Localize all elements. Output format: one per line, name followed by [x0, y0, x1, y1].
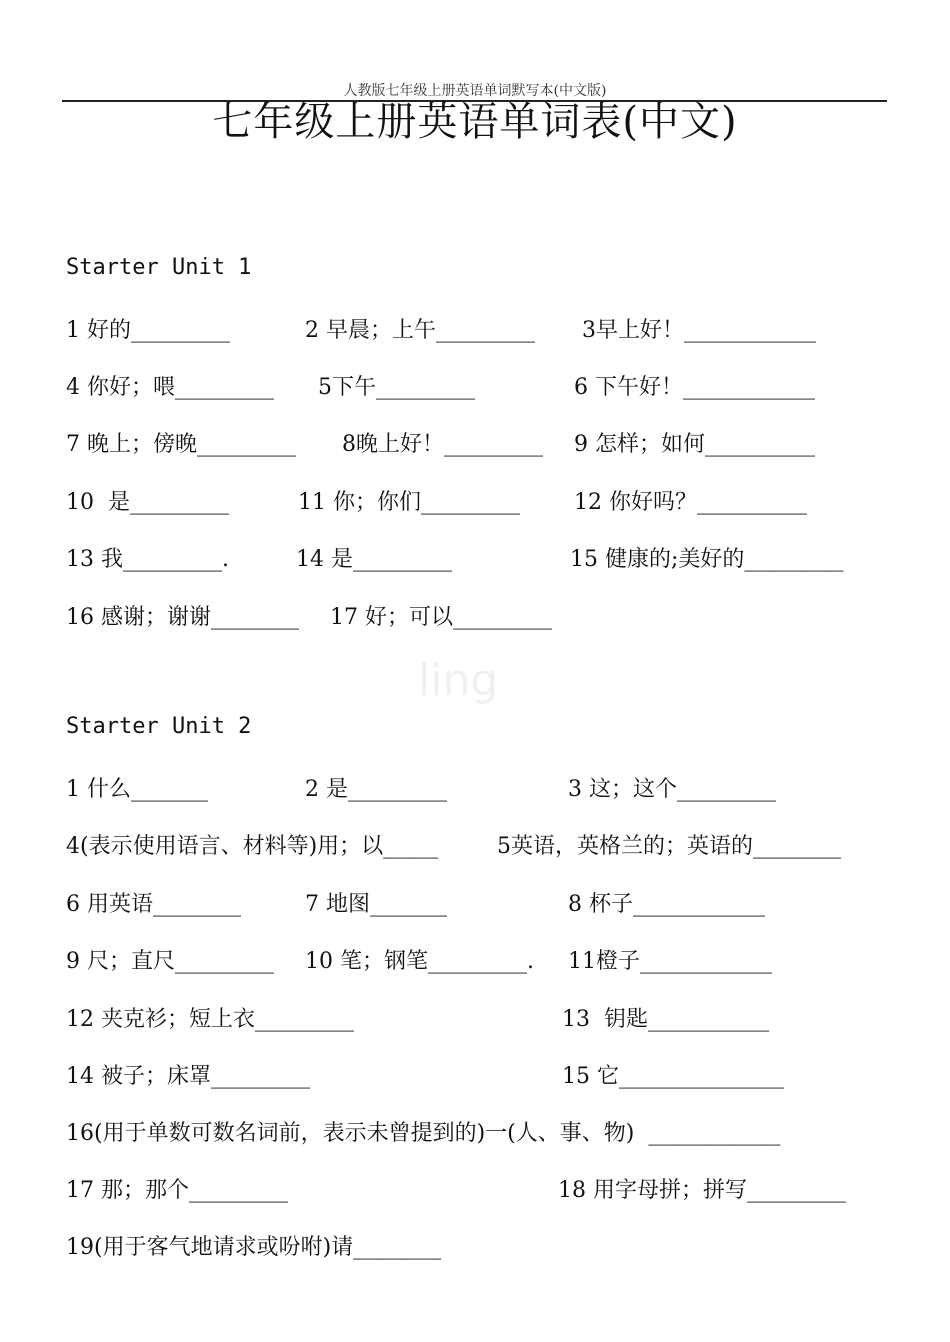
- word-item: 8 杯子____________: [568, 892, 765, 917]
- word-item: 14 被子；床罩_________: [66, 1064, 310, 1089]
- word-item: 11 你；你们_________: [298, 490, 520, 515]
- word-item: 16 感谢；谢谢________: [66, 605, 299, 630]
- word-item: 15 健康的;美好的_________: [570, 547, 844, 572]
- word-item: 4(表示使用语言、材料等)用；以_____: [66, 834, 439, 859]
- word-item: 4 你好；喂_________: [66, 375, 274, 400]
- word-item: 7 地图_______: [305, 892, 447, 917]
- word-item: 18 用字母拼；拼写_________: [558, 1178, 846, 1203]
- word-item: 1 什么_______: [66, 777, 208, 802]
- word-item: 14 是_________: [296, 547, 452, 572]
- word-item: 13 钥匙___________: [562, 1007, 769, 1032]
- section-heading-starter-unit-2: Starter Unit 2: [66, 714, 252, 739]
- word-item: 9 尺；直尺_________: [66, 949, 274, 974]
- word-item: 16(用于单数可数名词前，表示未曾提到的)一(人、事、物) ____________: [66, 1121, 781, 1146]
- word-item: 6 用英语________: [66, 892, 241, 917]
- word-item: 17 那；那个_________: [66, 1178, 288, 1203]
- word-item: 9 怎样；如何__________: [574, 432, 815, 457]
- word-item: 6 下午好！____________: [574, 375, 815, 400]
- word-item: 3 这；这个_________: [568, 777, 776, 802]
- page-title: 七年级上册英语单词表(中文): [212, 99, 738, 145]
- word-item: 5下午_________: [318, 375, 475, 400]
- word-item: 13 我_________.: [66, 547, 229, 572]
- word-item: 3早上好！____________: [582, 318, 816, 343]
- word-item: 12 你好吗？__________: [574, 490, 807, 515]
- word-item: 2 早晨；上午_________: [305, 318, 535, 343]
- header-note: 人教版七年级上册英语单词默写本(中文版): [343, 83, 607, 99]
- word-item: 15 它_______________: [562, 1064, 784, 1089]
- word-item: 5英语，英格兰的；英语的________: [497, 834, 841, 859]
- word-item: 12 夹克衫；短上衣_________: [66, 1007, 354, 1032]
- word-item: 1 好的_________: [66, 318, 230, 343]
- section-heading-starter-unit-1: Starter Unit 1: [66, 255, 252, 280]
- word-item: 11橙子____________: [568, 949, 772, 974]
- watermark: ling: [418, 655, 499, 706]
- word-item: 8晚上好！_________: [342, 432, 543, 457]
- word-item: 2 是_________: [305, 777, 447, 802]
- word-item: 19(用于客气地请求或吩咐)请________: [66, 1235, 442, 1260]
- word-item: 10 是_________: [66, 490, 229, 515]
- word-item: 7 晚上；傍晚_________: [66, 432, 296, 457]
- word-item: 10 笔；钢笔_________.: [305, 949, 534, 974]
- word-item: 17 好；可以_________: [330, 605, 552, 630]
